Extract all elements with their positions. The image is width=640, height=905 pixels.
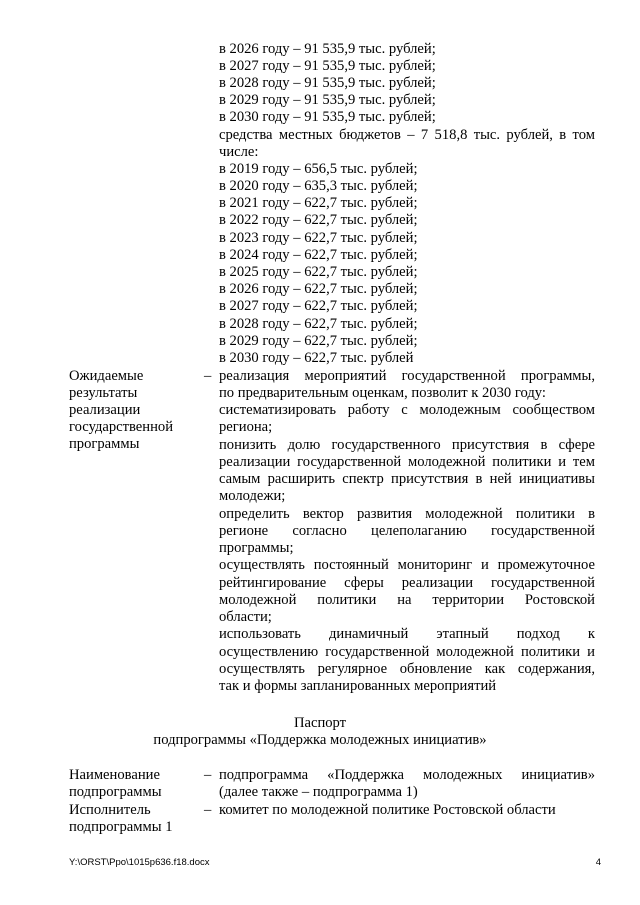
expected-result-line: рейтингирование сферы реализации государственной [219, 575, 595, 591]
passport-title: Паспорт [293, 715, 347, 731]
finance-line: в 2028 году – 91 535,9 тыс. рублей; [219, 75, 436, 91]
local-budget-year: в 2023 году – 622,7 тыс. рублей; [219, 230, 418, 246]
expected-results-label: государственной [69, 419, 174, 435]
local-budget-year: в 2024 году – 622,7 тыс. рублей; [219, 247, 418, 263]
expected-result-line: регионе согласно целеполаганию государственной [219, 523, 595, 539]
dash-separator: – [204, 802, 212, 818]
expected-result-line: так и формы запланированных мероприятий [219, 678, 497, 694]
local-budget-year: в 2028 году – 622,7 тыс. рублей; [219, 316, 418, 332]
finance-line: в 2027 году – 91 535,9 тыс. рублей; [219, 58, 436, 74]
expected-result-line: осуществлять постоянный мониторинг и промежуточное [219, 557, 595, 573]
expected-result-line: области; [219, 609, 272, 625]
passport-subtitle: подпрограммы «Поддержка молодежных инициатив» [153, 732, 487, 748]
expected-result-line: молодежной политики на территории Ростовской [219, 592, 595, 608]
expected-result-line: понизить долю государственного присутствия в сфере [219, 437, 595, 453]
finance-line: в 2029 году – 91 535,9 тыс. рублей; [219, 92, 436, 108]
expected-result-line: самым расширить спектр присутствия в ней инициативы [219, 471, 595, 487]
subprogram-name-value: подпрограмма «Поддержка молодежных инициатив» [219, 767, 595, 783]
local-budget-intro: средства местных бюджетов – 7 518,8 тыс. рублей, в том [219, 127, 595, 143]
subprogram-name-label: подпрограммы [69, 784, 162, 800]
page-number: 4 [595, 857, 601, 868]
local-budget-year: в 2027 году – 622,7 тыс. рублей; [219, 298, 418, 314]
expected-results-label: реализации [69, 402, 141, 418]
local-budget-year: в 2021 году – 622,7 тыс. рублей; [219, 195, 418, 211]
expected-result-line: определить вектор развития молодежной политики в [219, 506, 595, 522]
expected-result-line: использовать динамичный этапный подход к [219, 626, 595, 642]
expected-result-line: по предварительным оценкам, позволит к 2030 году: [219, 385, 546, 401]
dash-separator: – [204, 767, 212, 783]
expected-result-line: осуществлению государственной молодежной политики и [219, 644, 595, 660]
expected-results-label: результаты [69, 385, 138, 401]
local-budget-intro-cont: числе: [219, 144, 259, 160]
subprogram-name-label: Наименование [69, 767, 160, 783]
expected-results-label: программы [69, 436, 140, 452]
expected-result-line: молодежи; [219, 488, 286, 504]
subprogram-name-value: (далее также – подпрограмма 1) [219, 784, 418, 800]
expected-result-line: региона; [219, 419, 273, 435]
local-budget-year: в 2026 году – 622,7 тыс. рублей; [219, 281, 418, 297]
finance-line: в 2030 году – 91 535,9 тыс. рублей; [219, 109, 436, 125]
local-budget-year: в 2025 году – 622,7 тыс. рублей; [219, 264, 418, 280]
expected-results-label: Ожидаемые [69, 368, 144, 384]
subprogram-executor-label: подпрограммы 1 [69, 819, 173, 835]
local-budget-year: в 2030 году – 622,7 тыс. рублей [219, 350, 414, 366]
local-budget-year: в 2029 году – 622,7 тыс. рублей; [219, 333, 418, 349]
subprogram-executor-value: комитет по молодежной политике Ростовской области [219, 802, 556, 818]
footer-file-path: Y:\ORST\Ppo\1015p636.f18.docx [69, 857, 210, 868]
local-budget-year: в 2022 году – 622,7 тыс. рублей; [219, 212, 418, 228]
finance-line: в 2026 году – 91 535,9 тыс. рублей; [219, 41, 436, 57]
subprogram-executor-label: Исполнитель [69, 802, 151, 818]
expected-result-line: систематизировать работу с молодежным сообществом [219, 402, 595, 418]
expected-result-line: программы; [219, 540, 294, 556]
local-budget-year: в 2020 году – 635,3 тыс. рублей; [219, 178, 418, 194]
expected-result-line: реализации государственной молодежной политики и тем [219, 454, 595, 470]
expected-result-line: осуществлять регулярное обновление как содержания, [219, 661, 595, 677]
expected-result-line: реализация мероприятий государственной программы, [219, 368, 595, 384]
local-budget-year: в 2019 году – 656,5 тыс. рублей; [219, 161, 418, 177]
dash-separator: – [204, 368, 212, 384]
